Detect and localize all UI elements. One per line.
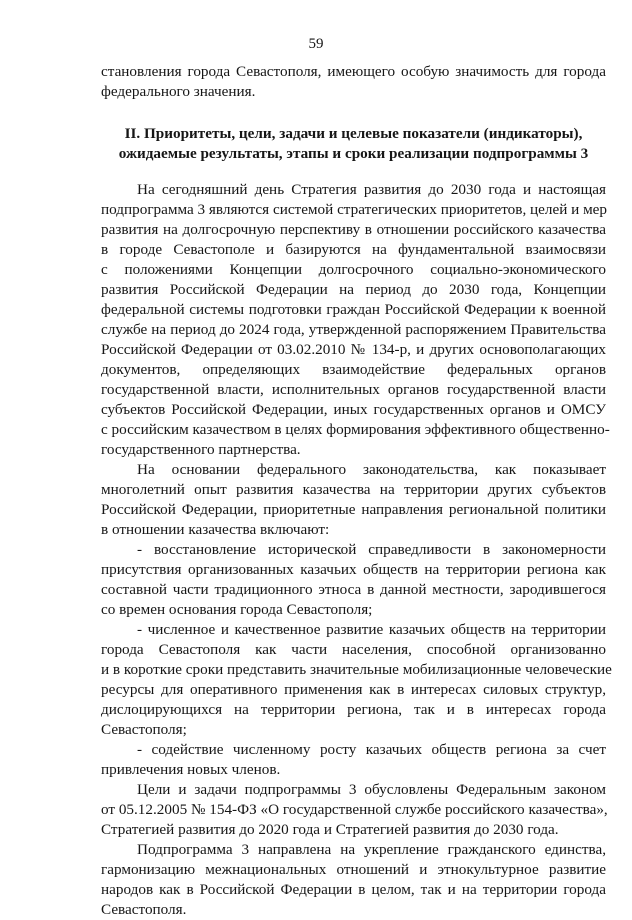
text-line: Подпрограмма 3 направлена на укрепление гражданского единства, [137, 841, 606, 858]
document-body [101, 62, 612, 920]
text-line: составной части традиционного этноса в данной местности, зародившегося [101, 581, 606, 598]
section-heading: ожидаемые результаты, этапы и сроки реализации подпрограммы 3 [118, 145, 589, 162]
text-line: от 05.12.2005 № 154-ФЗ «О государственной службе российского казачества», [101, 801, 608, 818]
text-line: народов как в Российской Федерации в целом, так и на территории города [101, 881, 606, 898]
text-line: На основании федерального законодательства, как показывает [137, 461, 606, 478]
list-item: - численное и качественное развитие казачьих обществ на территории [137, 621, 606, 638]
text-line: государственной власти, исполнительных органов государственной власти [101, 381, 606, 398]
text-line: со времен основания города Севастополя; [101, 601, 373, 618]
text-line: ресурсы для оперативного применения как в интересах силовых структур, [101, 681, 606, 698]
text-line: в городе Севастополе и базируются на фундаментальной взаимосвязи [101, 241, 606, 258]
text-line: государственного партнерства. [101, 441, 301, 458]
text-line: субъектов Российской Федерации, иных государственных органов и ОМСУ [101, 401, 606, 418]
list-item: - содействие численному росту казачьих обществ региона за счет [137, 741, 606, 758]
text-line: Российской Федерации, приоритетные направления региональной политики [101, 501, 606, 518]
text-line: привлечения новых членов. [101, 761, 281, 778]
text-line: развития на долгосрочную перспективу в отношении российского казачества [101, 221, 606, 238]
text-line: Стратегией развития до 2020 года и Стратегией развития до 2030 года. [101, 821, 559, 838]
text-line: подпрограмма 3 являются системой стратегических приоритетов, целей и мер [101, 201, 608, 218]
text-line: и в короткие сроки представить значительные мобилизационные человеческие [101, 661, 612, 678]
text-line: с положениями Концепции долгосрочного социально-экономического [101, 261, 606, 278]
text-line: На сегодняшний день Стратегия развития до 2030 года и настоящая [137, 181, 606, 198]
text-line: службе на период до 2024 года, утвержденной распоряжением Правительства [101, 321, 606, 338]
page-number: 59 [308, 36, 324, 52]
text-line: города Севастополя как части населения, способной организованно [101, 641, 606, 658]
text-line: с российским казачеством в целях формирования эффективного общественно- [101, 421, 610, 438]
text-line: Цели и задачи подпрограммы 3 обусловлены Федеральным законом [137, 781, 606, 798]
list-item: - восстановление исторической справедливости в закономерности [137, 541, 606, 558]
text-line: многолетний опыт развития казачества на территории других субъектов [101, 481, 606, 498]
text-line: документов, определяющих взаимодействие федеральных органов [101, 361, 606, 378]
text-line: федерального значения. [101, 83, 256, 100]
text-line: гармонизацию межнациональных отношений и этнокультурное развитие [101, 861, 606, 878]
text-line: Севастополя. [101, 901, 187, 918]
text-line: дислоцирующихся на территории региона, так и в интересах города [101, 701, 606, 718]
text-line: развития Российской Федерации на период до 2030 года, Концепции [101, 281, 606, 298]
text-line: Российской Федерации от 03.02.2010 № 134-р, и других основополагающих [101, 341, 606, 358]
text-line: федеральной системы подготовки граждан Российской Федерации к военной [101, 301, 606, 318]
text-line: присутствия организованных казачьих обществ на территории региона как [101, 561, 606, 578]
section-heading: II. Приоритеты, цели, задачи и целевые показатели (индикаторы), [124, 125, 583, 142]
text-line: в отношении казачества включают: [101, 521, 330, 538]
text-line: Севастополя; [101, 721, 187, 738]
text-line: становления города Севастополя, имеющего особую значимость для города [101, 63, 606, 80]
